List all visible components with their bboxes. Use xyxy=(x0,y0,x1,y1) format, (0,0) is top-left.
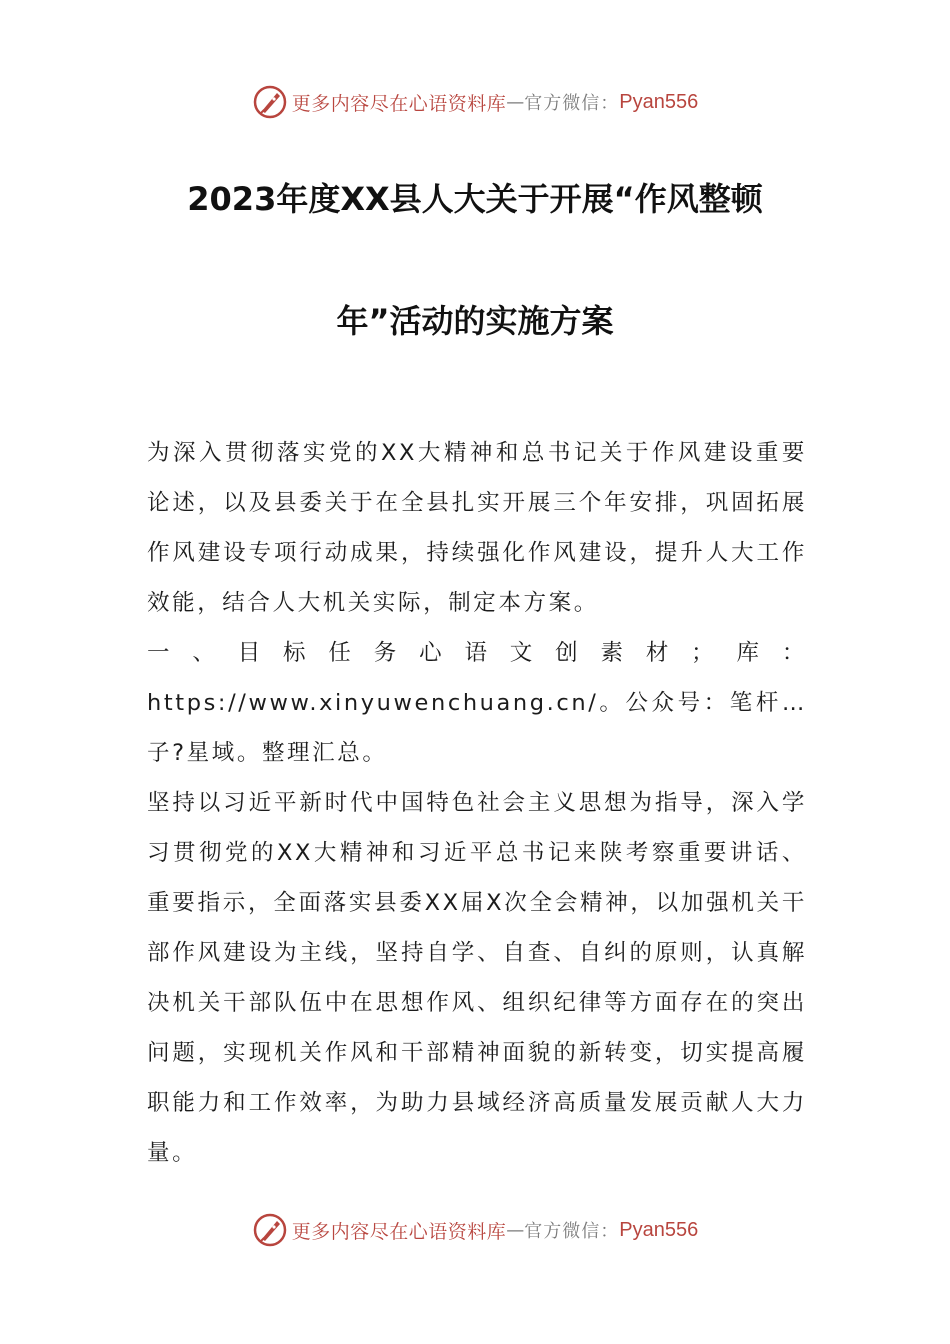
footer-wechat-id: Pyan556 xyxy=(619,1218,699,1241)
document-title-line-2: 年”活动的实施方案 xyxy=(336,302,614,340)
banner-wechat-id: Pyan556 xyxy=(619,90,699,113)
footer-banner xyxy=(0,1210,950,1250)
header-banner xyxy=(0,82,950,122)
document-title-line-1: 2023年度XX县人大关于开展“作风整顿 xyxy=(187,180,763,218)
paragraph-goals: 坚持以习近平新时代中国特色社会主义思想为指导，深入学习贯彻党的XX大精神和习近平总书记来陕考察重要讲话、重要指示，全面落实县委XX届X次全会精神，以加强机关干部作风建设为主线，坚持自学、自查、自纠的原则，认真解决机关干部队伍中在思想作风、组织纪律等方面存在的突出问题，实现机关作风和干部精神面貌的新转变，切实提高履职能力和工作效率，为助力县域经济高质量发展贡献人大力量。 xyxy=(147,790,807,1166)
pen-nib-logo-icon xyxy=(252,1212,288,1248)
pen-nib-logo-icon xyxy=(252,84,288,120)
paragraph-intro: 为深入贯彻落实党的XX大精神和总书记关于作风建设重要论述，以及县委关于在全县扎实开展三个年安排，巩固拓展作风建设专项行动成果，持续强化作风建设，提升人大工作效能，结合人大机关实际，制定本方案。 xyxy=(147,440,807,616)
footer-separator: — xyxy=(506,1219,525,1241)
banner-brand: 更多内容尽在心语资料库 xyxy=(291,92,507,115)
section-heading-goals: 一、目标任务心语文创素材；库：https://www.xinyuwenchuang.cn/。公众号：笔杆…子?星域。整理汇总。 xyxy=(147,640,807,766)
footer-brand: 更多内容尽在心语资料库 xyxy=(291,1220,507,1243)
banner-contact-label: 官方微信： xyxy=(524,93,620,114)
banner-separator: — xyxy=(506,91,525,113)
document-body xyxy=(147,428,807,1178)
footer-contact-label: 官方微信： xyxy=(524,1221,620,1242)
